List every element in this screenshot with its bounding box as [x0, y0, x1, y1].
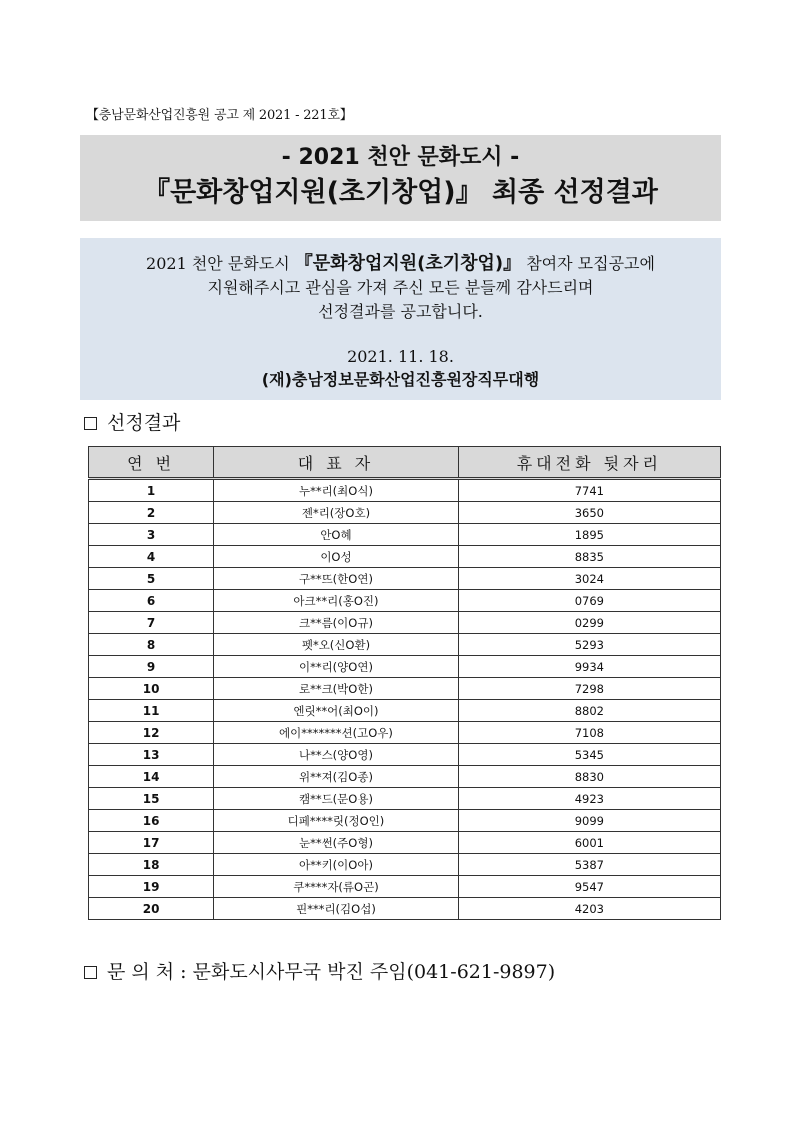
row-no: 15	[89, 788, 214, 810]
row-no: 12	[89, 722, 214, 744]
row-phone: 5345	[458, 744, 720, 766]
row-no: 11	[89, 700, 214, 722]
table-row	[89, 590, 721, 612]
row-phone: 5293	[458, 634, 720, 656]
contact-section	[84, 960, 555, 984]
row-representative: 위**져(김O종)	[214, 766, 458, 788]
results-section-heading	[84, 411, 180, 435]
row-representative: 캠**드(문O용)	[214, 788, 458, 810]
intro-line-1-suffix: 참여자 모집공고에	[526, 254, 655, 273]
issuing-organization: (재)충남정보문화산업진흥원장직무대행	[261, 370, 540, 389]
row-no: 5	[89, 568, 214, 590]
table-row	[89, 656, 721, 678]
table-row	[89, 502, 721, 524]
intro-line-1	[80, 252, 721, 276]
row-representative: 디페****릿(정O인)	[214, 810, 458, 832]
row-phone: 7298	[458, 678, 720, 700]
header-phone: 휴대전화 뒷자리	[458, 447, 720, 479]
table-row	[89, 788, 721, 810]
row-phone: 7108	[458, 722, 720, 744]
row-phone: 3024	[458, 568, 720, 590]
row-phone: 8830	[458, 766, 720, 788]
title-banner	[80, 135, 721, 221]
row-no: 3	[89, 524, 214, 546]
table-row	[89, 744, 721, 766]
row-representative: 핀***리(김O섭)	[214, 898, 458, 920]
row-no: 4	[89, 546, 214, 568]
intro-program-name: 『문화창업지원(초기창업)』	[294, 253, 522, 274]
results-table	[88, 446, 721, 920]
row-phone: 3650	[458, 502, 720, 524]
row-no: 18	[89, 854, 214, 876]
table-row	[89, 854, 721, 876]
row-no: 10	[89, 678, 214, 700]
table-row	[89, 678, 721, 700]
row-representative: 나**스(양O영)	[214, 744, 458, 766]
row-phone: 0299	[458, 612, 720, 634]
intro-line-3: 선정결과를 공고합니다.	[318, 302, 483, 321]
row-representative: 쿠****자(류O곤)	[214, 876, 458, 898]
contact-info: 문 의 처 : 문화도시사무국 박진 주임(041-621-9897)	[107, 961, 556, 983]
row-phone: 9934	[458, 656, 720, 678]
row-phone: 8835	[458, 546, 720, 568]
table-row	[89, 479, 721, 502]
table-row	[89, 876, 721, 898]
row-no: 14	[89, 766, 214, 788]
row-representative: 누**리(최O식)	[214, 479, 458, 502]
table-row	[89, 898, 721, 920]
row-phone: 5387	[458, 854, 720, 876]
row-representative: 크**름(이O규)	[214, 612, 458, 634]
header-representative: 대 표 자	[214, 447, 458, 479]
table-row	[89, 700, 721, 722]
table-header-row	[89, 447, 721, 479]
row-phone: 6001	[458, 832, 720, 854]
row-representative: 이**리(양O연)	[214, 656, 458, 678]
results-heading-text: 선정결과	[107, 412, 181, 434]
row-no: 8	[89, 634, 214, 656]
row-no: 1	[89, 479, 214, 502]
table-row	[89, 722, 721, 744]
header-no: 연 번	[89, 447, 214, 479]
row-phone: 9547	[458, 876, 720, 898]
title-subtitle: - 2021 천안 문화도시 -	[281, 145, 520, 170]
row-no: 13	[89, 744, 214, 766]
row-phone: 4203	[458, 898, 720, 920]
row-phone: 1895	[458, 524, 720, 546]
table-row	[89, 546, 721, 568]
row-phone: 4923	[458, 788, 720, 810]
row-representative: 젠*리(장O호)	[214, 502, 458, 524]
row-representative: 이O성	[214, 546, 458, 568]
table-row	[89, 832, 721, 854]
row-no: 19	[89, 876, 214, 898]
row-no: 20	[89, 898, 214, 920]
row-representative: 눈**썬(주O형)	[214, 832, 458, 854]
row-no: 17	[89, 832, 214, 854]
table-row	[89, 568, 721, 590]
row-no: 16	[89, 810, 214, 832]
page-title: 『문화창업지원(초기창업)』 최종 선정결과	[143, 177, 658, 208]
row-no: 9	[89, 656, 214, 678]
intro-line-2: 지원해주시고 관심을 가져 주신 모든 분들께 감사드리며	[207, 278, 594, 297]
row-phone: 0769	[458, 590, 720, 612]
notice-number: 【충남문화산업진흥원 공고 제 2021 - 221호】	[86, 108, 353, 123]
table-row	[89, 524, 721, 546]
row-representative: 아크**리(홍O진)	[214, 590, 458, 612]
row-no: 7	[89, 612, 214, 634]
row-representative: 로**크(박O한)	[214, 678, 458, 700]
table-row	[89, 810, 721, 832]
row-representative: 엔릿**어(최O이)	[214, 700, 458, 722]
table-row	[89, 766, 721, 788]
row-no: 6	[89, 590, 214, 612]
intro-line-1-prefix: 2021 천안 문화도시	[146, 254, 290, 273]
row-phone: 7741	[458, 479, 720, 502]
checkbox-icon	[84, 966, 97, 979]
intro-box	[80, 238, 721, 400]
row-representative: 에이*******션(고O우)	[214, 722, 458, 744]
row-representative: 아**키(이O아)	[214, 854, 458, 876]
row-representative: 구**뜨(한O연)	[214, 568, 458, 590]
row-phone: 9099	[458, 810, 720, 832]
table-row	[89, 612, 721, 634]
row-no: 2	[89, 502, 214, 524]
row-representative: 펫*오(신O환)	[214, 634, 458, 656]
row-representative: 안O혜	[214, 524, 458, 546]
announcement-date: 2021. 11. 18.	[347, 347, 454, 366]
row-phone: 8802	[458, 700, 720, 722]
checkbox-icon	[84, 417, 97, 430]
table-row	[89, 634, 721, 656]
